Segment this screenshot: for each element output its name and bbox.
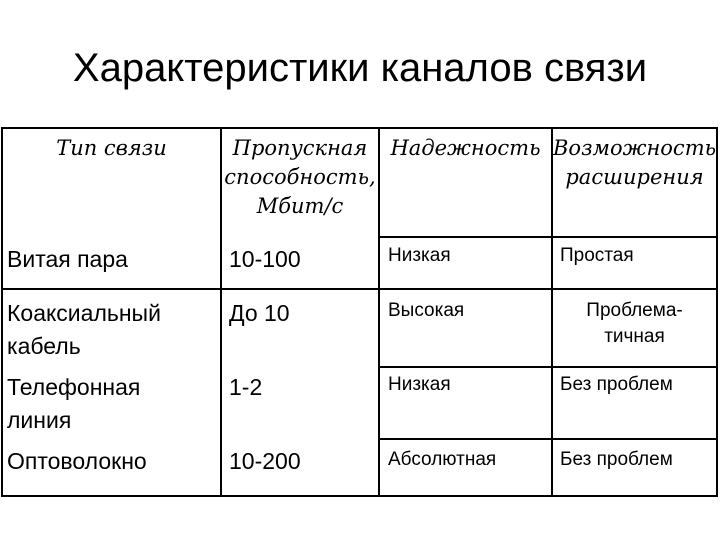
row4-reliability: Абсолютная xyxy=(388,449,497,470)
table-border-left xyxy=(1,127,3,497)
header-expandability: Возможность расширения xyxy=(553,136,717,189)
row1-bandwidth: 10-100 xyxy=(229,246,301,272)
table-border-right xyxy=(716,127,718,497)
header-type: Тип связи xyxy=(56,136,167,160)
row3-reliability: Низкая xyxy=(388,374,451,395)
table-border-col2 xyxy=(378,127,380,497)
table-border-row4-right xyxy=(378,438,718,440)
row4-type: Оптоволокно xyxy=(7,448,147,474)
row3-type: Телефонная линия xyxy=(7,374,141,433)
header-reliability: Надежность xyxy=(390,136,541,160)
row4-expandability: Без проблем xyxy=(560,449,673,470)
row3-expandability: Без проблем xyxy=(560,374,673,395)
header-bandwidth: Пропускная способность, Мбит/с xyxy=(224,136,376,218)
table-border-row1-right xyxy=(378,236,718,238)
table-border-row3-right xyxy=(378,366,718,368)
row1-expandability: Простая xyxy=(560,245,634,266)
row2-expandability: Проблема- тичная xyxy=(586,300,683,347)
table-border-bottom xyxy=(1,495,718,497)
row4-bandwidth: 10-200 xyxy=(229,448,301,474)
table-border-top xyxy=(1,127,718,129)
row1-type: Витая пара xyxy=(7,246,128,272)
row1-reliability: Низкая xyxy=(388,245,451,266)
row2-bandwidth: До 10 xyxy=(229,300,290,326)
row2-reliability: Высокая xyxy=(388,300,465,321)
slide-title: Характеристики каналов связи xyxy=(72,46,648,90)
row3-bandwidth: 1-2 xyxy=(229,374,263,400)
table-border-row2 xyxy=(1,288,718,290)
row2-type: Коаксиальный кабель xyxy=(7,300,161,359)
